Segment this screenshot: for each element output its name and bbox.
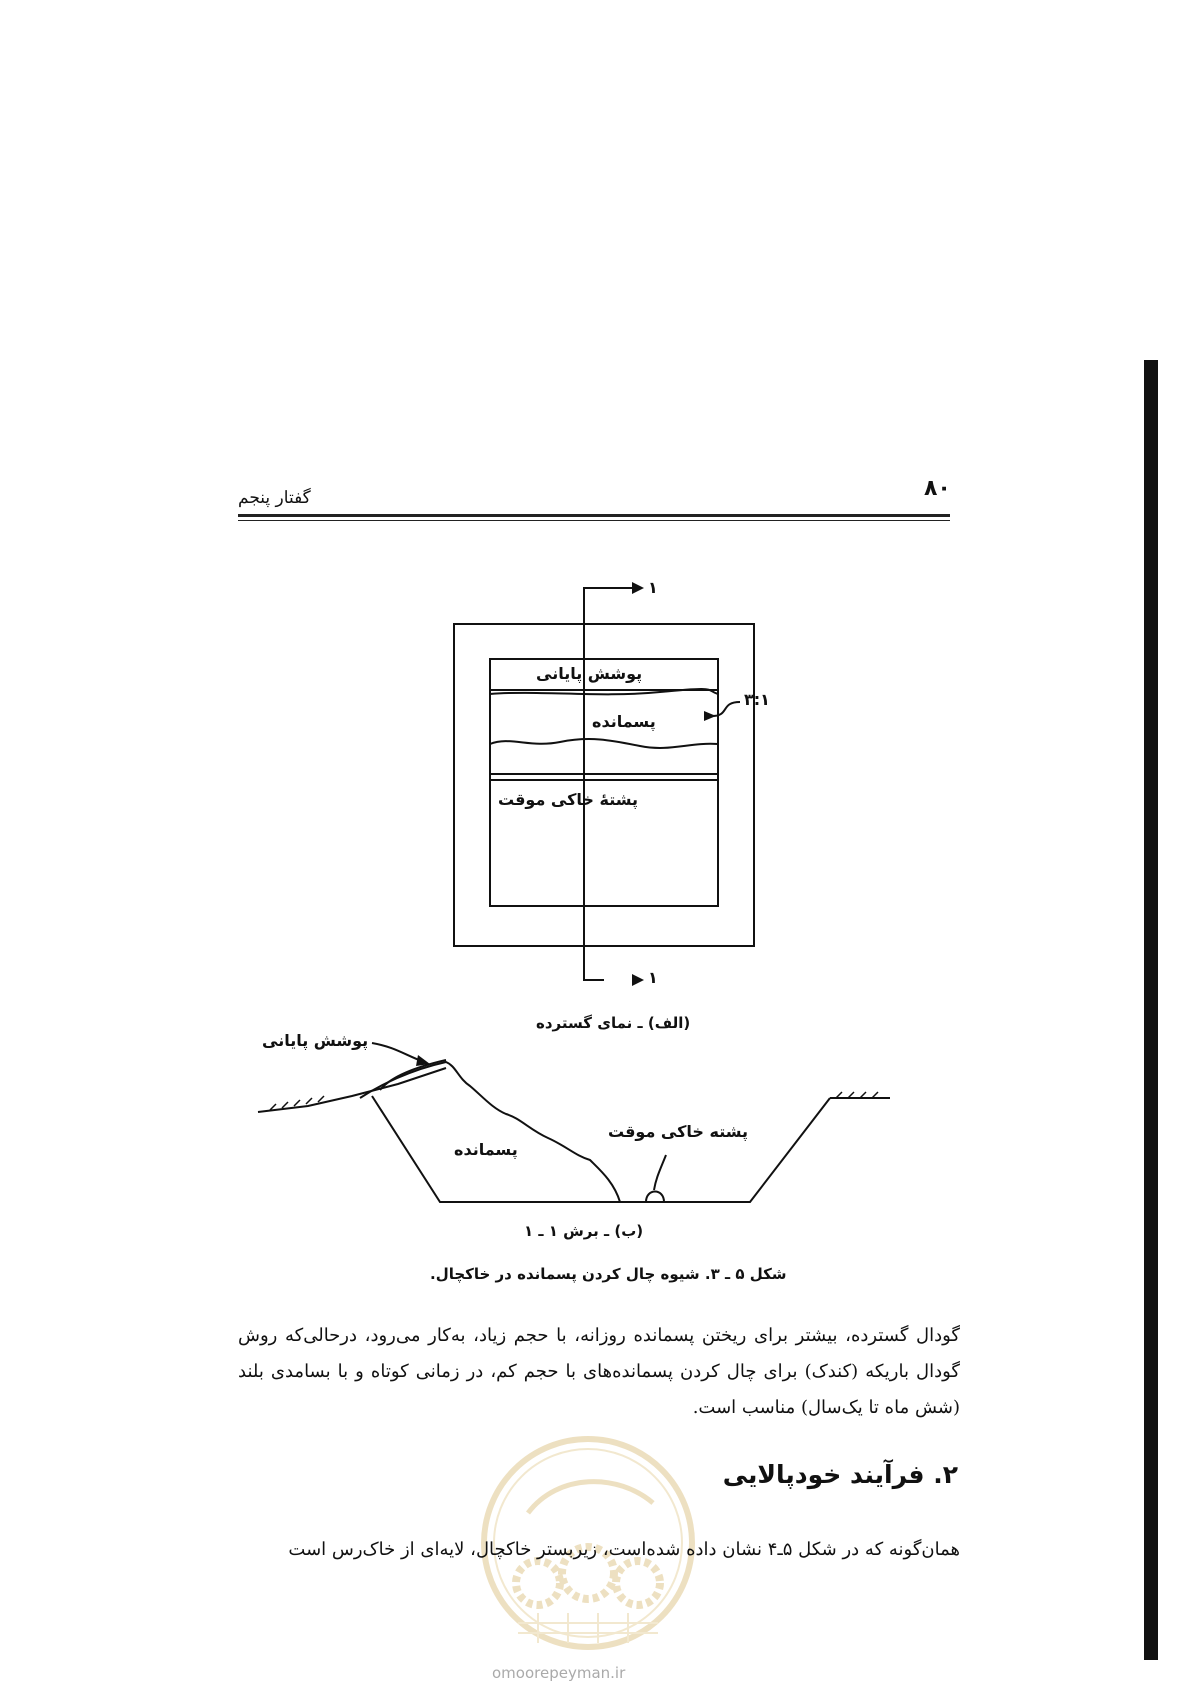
figure-caption: شکل ۵ ـ ۳. شیوه چال کردن پسمانده در خاکچال. <box>430 1265 787 1283</box>
section-view-caption: (ب) ـ برش ۱ ـ ۱ <box>524 1222 644 1240</box>
plan-view-caption: (الف) ـ نمای گسترده <box>536 1014 691 1032</box>
watermark-site: omoorepeyman.ir <box>492 1664 626 1682</box>
page-number: ۸۰ <box>924 476 951 501</box>
slope-leader <box>712 702 740 716</box>
berm-leader <box>654 1155 666 1190</box>
chapter-title: گفتار پنجم <box>238 488 311 508</box>
section-berm-label: پشته خاکی موقت <box>608 1122 749 1141</box>
slope-ratio-label: ۳:۱ <box>744 690 770 709</box>
section-arrow-bottom <box>632 974 644 986</box>
section-arrow-top <box>632 582 644 594</box>
paragraph-1: گودال گسترده، بیشتر برای ریختن پسمانده روزانه، با حجم زیاد، به‌کار می‌رود، درحالی‌که روش گودال باریکه (کندک) برای چال کردن پسمانده‌های با حجم کم، در زمانی کوتاه و با بسامدی بلند (شش ماه تا یک‌سال) مناسب است. <box>238 1325 960 1418</box>
section-line <box>584 588 632 980</box>
cover-leader <box>372 1043 424 1062</box>
section-waste-label: پسمانده <box>454 1140 518 1159</box>
ground-left <box>258 1068 446 1112</box>
plan-waste-label: پسمانده <box>592 712 656 731</box>
section-heading: ۲. فرآیند خودپالایی <box>722 1460 958 1489</box>
paragraph-2: همان‌گونه که در شکل ۵ـ۴ نشان داده شده‌است، زیربستر خاکچال، لایه‌ای از خاک‌رس است <box>288 1539 960 1560</box>
plan-waste-front-line <box>490 739 718 748</box>
plan-inner-trench <box>490 659 718 906</box>
plan-berm-label: پشتهٔ خاکی موقت <box>498 790 639 809</box>
plan-final-cover-label: پوشش پایانی <box>536 664 643 683</box>
plan-section-mark-top: ۱ <box>648 578 658 597</box>
slope-arrowhead <box>704 711 716 721</box>
temporary-berm-mound <box>646 1192 664 1203</box>
section-final-cover-label: پوشش پایانی <box>262 1031 369 1050</box>
trench-outline <box>372 1096 830 1202</box>
plan-section-mark-bottom: ۱ <box>648 968 658 987</box>
